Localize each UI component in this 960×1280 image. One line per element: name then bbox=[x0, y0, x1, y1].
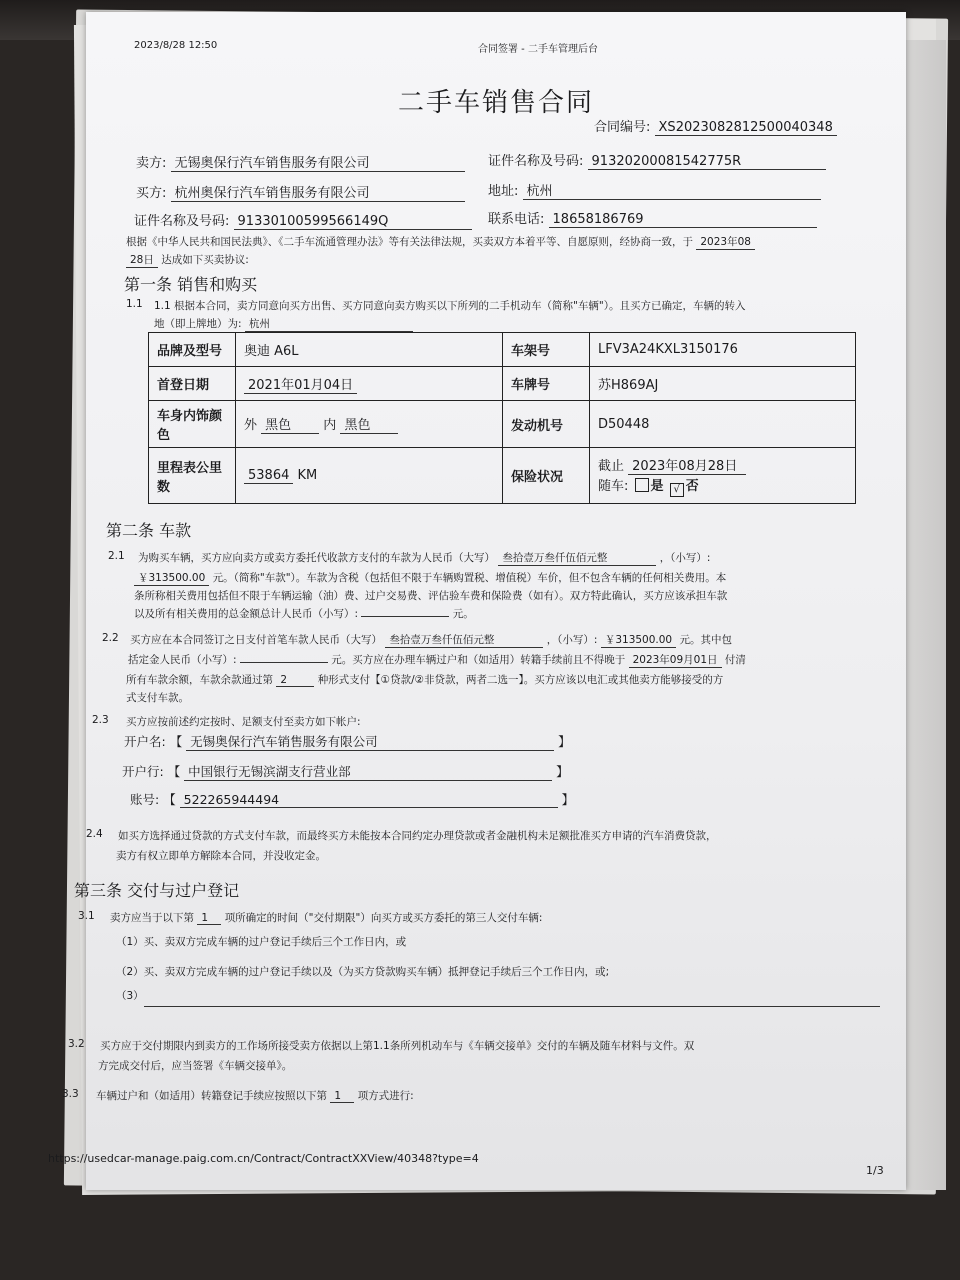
intro-line-1: 根据《中华人民共和国民法典》、《二手车流通管理办法》等有关法律法规，买卖双方本着平等、自愿原则，经协商一致，于 2023年08 bbox=[126, 234, 755, 250]
seller-row: 卖方: 无锡奥保行汽车销售服务有限公司 bbox=[136, 152, 465, 172]
clause-2-1-number: 2.1 bbox=[108, 550, 125, 562]
clause-2-4-line-1: 如买方选择通过贷款的方式支付车款，而最终买方未能按本合同约定办理贷款或者金融机构未足额批准买方申请的汽车消费贷款， bbox=[118, 830, 717, 842]
clause-2-1-line-4: 以及所有相关费用的总金额总计人民币（小写）: 元。 bbox=[134, 608, 474, 620]
color-value: 外 黑色 内 黑色 bbox=[236, 401, 503, 448]
print-footer-url: https://usedcar-manage.paig.com.cn/Contract/ContractXXView/40348?type=4 bbox=[48, 1152, 479, 1165]
buyer-id: 91330100599566149Q bbox=[234, 214, 472, 230]
clause-3-2-line-1: 买方应于交付期限内到卖方的工作场所接受卖方依据以上第1.1条所列机动车与《车辆交接单》交付的车辆及随车材料与文件。双 bbox=[100, 1040, 695, 1052]
section-1-heading: 第一条 销售和购买 bbox=[124, 275, 258, 294]
clause-2-1-line-3: 条所称相关费用包括但不限于车辆运输（油）费、过户交易费、评估验车费和保险费（如有）。双方特此确认，买方应该承担车款 bbox=[134, 590, 728, 602]
engine-label: 发动机号 bbox=[503, 401, 590, 448]
account-number-row: 账号: 【 522265944494 】 bbox=[130, 792, 575, 807]
seller-id-row: 证件名称及号码: 91320200081542775R bbox=[488, 150, 826, 170]
clause-3-1-line-1: 卖方应当于以下第 1 项所确定的时间（"交付期限"）向买方或买方委托的第三人交付车辆: bbox=[110, 912, 543, 924]
buyer-name: 杭州奥保行汽车销售服务有限公司 bbox=[171, 182, 465, 202]
vin-value: LFV3A24KXL3150176 bbox=[590, 333, 856, 367]
reg-date-label: 首登日期 bbox=[149, 367, 236, 401]
clause-1-1-number: 1.1 bbox=[126, 298, 143, 310]
contract-number-row: 合同编号: XS2023082812500040348 bbox=[594, 116, 837, 136]
clause-3-3-number: 3.3 bbox=[62, 1088, 79, 1100]
clause-2-3-number: 2.3 bbox=[92, 714, 109, 726]
clause-1-1-line-1: 1.1 根据本合同，卖方同意向买方出售、买方同意向卖方购买以下所列的二手机动车（简称"车辆"）。且买方已确定，车辆的转入 bbox=[154, 300, 746, 312]
checkbox-yes-icon bbox=[635, 478, 649, 492]
clause-2-2-line-3: 所有车款余额，车款余款通过第 2 种形式支付【①贷款/②非贷款，两者二选一】。买方应该以电汇或其他卖方能够接受的方 bbox=[126, 674, 724, 686]
checkbox-no-checked-icon: √ bbox=[670, 483, 684, 497]
vin-label: 车架号 bbox=[503, 333, 590, 367]
seller-id: 91320200081542775R bbox=[588, 154, 826, 170]
vehicle-info-table bbox=[148, 332, 856, 504]
account-name-row: 开户名: 【 无锡奥保行汽车销售服务有限公司 】 bbox=[124, 734, 571, 749]
account-bank-row: 开户行: 【 中国银行无锡滨湖支行营业部 】 bbox=[122, 764, 569, 779]
phone-row: 联系电话: 18658186769 bbox=[488, 208, 817, 228]
clause-2-2-line-2: 括定金人民币（小写）: 元。买方应在办理车辆过户和（如适用）转籍手续前且不得晚于 2023年09月01日 付清 bbox=[128, 654, 746, 666]
clause-3-3-line-1: 车辆过户和（如适用）转籍登记手续应按照以下第 1 项方式进行: bbox=[96, 1090, 414, 1102]
reg-date-value: 2021年01月04日 bbox=[236, 367, 503, 401]
blank-line bbox=[144, 1006, 880, 1007]
clause-2-1-line-2: ￥313500.00 元。（简称"车款"）。车款为含税（包括但不限于车辆购置税、增值税）车价，但不包含车辆的任何相关费用。本 bbox=[134, 570, 726, 586]
section-3-heading: 第三条 交付与过户登记 bbox=[74, 881, 240, 900]
brand-value: 奥迪 A6L bbox=[236, 333, 503, 367]
contract-page bbox=[48, 12, 906, 1190]
section-2-heading: 第二条 车款 bbox=[106, 521, 192, 540]
clause-3-2-line-2: 方完成交付后，应当签署《车辆交接单》。 bbox=[98, 1060, 293, 1072]
account-number: 522265944494 bbox=[180, 792, 558, 808]
contract-number: XS2023082812500040348 bbox=[655, 120, 837, 136]
clause-3-1-option-3: （3） bbox=[116, 990, 144, 1002]
clause-3-1-option-1: （1）买、卖双方完成车辆的过户登记手续后三个工作日内，或 bbox=[116, 936, 407, 948]
clause-2-2-line-1: 买方应在本合同签订之日支付首笔车款人民币（大写） 叁拾壹万叁仟伍佰元整 ，（小写）: ￥313500.00 元。其中包 bbox=[130, 634, 732, 646]
buyer-address: 杭州 bbox=[523, 180, 821, 200]
buyer-id-row: 证件名称及号码: 91330100599566149Q bbox=[134, 210, 472, 230]
engine-value: D50448 bbox=[590, 401, 856, 448]
clause-2-4-line-2: 卖方有权立即单方解除本合同，并没收定金。 bbox=[116, 850, 326, 862]
clause-1-1-line-2: 地（即上牌地）为: 杭州 bbox=[154, 316, 413, 332]
mileage-label: 里程表公里数 bbox=[149, 448, 236, 504]
clause-3-1-number: 3.1 bbox=[78, 910, 95, 922]
clause-2-3-text: 买方应按前述约定按时、足额支付至卖方如下帐户: bbox=[126, 716, 361, 728]
insurance-value: 截止 2023年08月28日 随车: 是 √ 否 bbox=[590, 448, 856, 504]
print-datetime: 2023/8/28 12:50 bbox=[134, 40, 218, 51]
insurance-label: 保险状况 bbox=[503, 448, 590, 504]
intro-line-2: 28日 达成如下买卖协议: bbox=[126, 252, 249, 268]
clause-3-1-option-2: （2）买、卖双方完成车辆的过户登记手续以及（为买方贷款购买车辆）抵押登记手续后三个工作日内，或; bbox=[116, 966, 610, 978]
plate-value: 苏H869AJ bbox=[590, 367, 856, 401]
account-bank: 中国银行无锡滨湖支行营业部 bbox=[184, 762, 552, 781]
page-number: 1/3 bbox=[866, 1164, 884, 1177]
registration-place: 杭州 bbox=[245, 316, 413, 332]
color-label: 车身内饰颜色 bbox=[149, 401, 236, 448]
clause-2-1-line-1: 为购买车辆，买方应向卖方或卖方委托代收款方支付的车款为人民币（大写） 叁拾壹万叁仟伍佰元整 ，（小写）: bbox=[138, 552, 711, 564]
plate-label: 车牌号 bbox=[503, 367, 590, 401]
clause-3-2-number: 3.2 bbox=[68, 1038, 85, 1050]
document-title: 二手车销售合同 bbox=[397, 88, 594, 118]
buyer-row: 买方: 杭州奥保行汽车销售服务有限公司 bbox=[136, 182, 465, 202]
seller-name: 无锡奥保行汽车销售服务有限公司 bbox=[171, 152, 465, 172]
mileage-value: 53864 KM bbox=[236, 448, 503, 504]
brand-label: 品牌及型号 bbox=[149, 333, 236, 367]
address-row: 地址: 杭州 bbox=[488, 180, 821, 200]
paper-stack-edge bbox=[906, 40, 946, 1190]
buyer-phone: 18658186769 bbox=[549, 212, 817, 228]
clause-2-2-number: 2.2 bbox=[102, 632, 119, 644]
account-name: 无锡奥保行汽车销售服务有限公司 bbox=[186, 732, 554, 751]
clause-2-4-number: 2.4 bbox=[86, 828, 103, 840]
print-page-title: 合同签署 - 二手车管理后台 bbox=[478, 44, 598, 55]
clause-2-2-line-4: 式支付车款。 bbox=[126, 692, 189, 704]
